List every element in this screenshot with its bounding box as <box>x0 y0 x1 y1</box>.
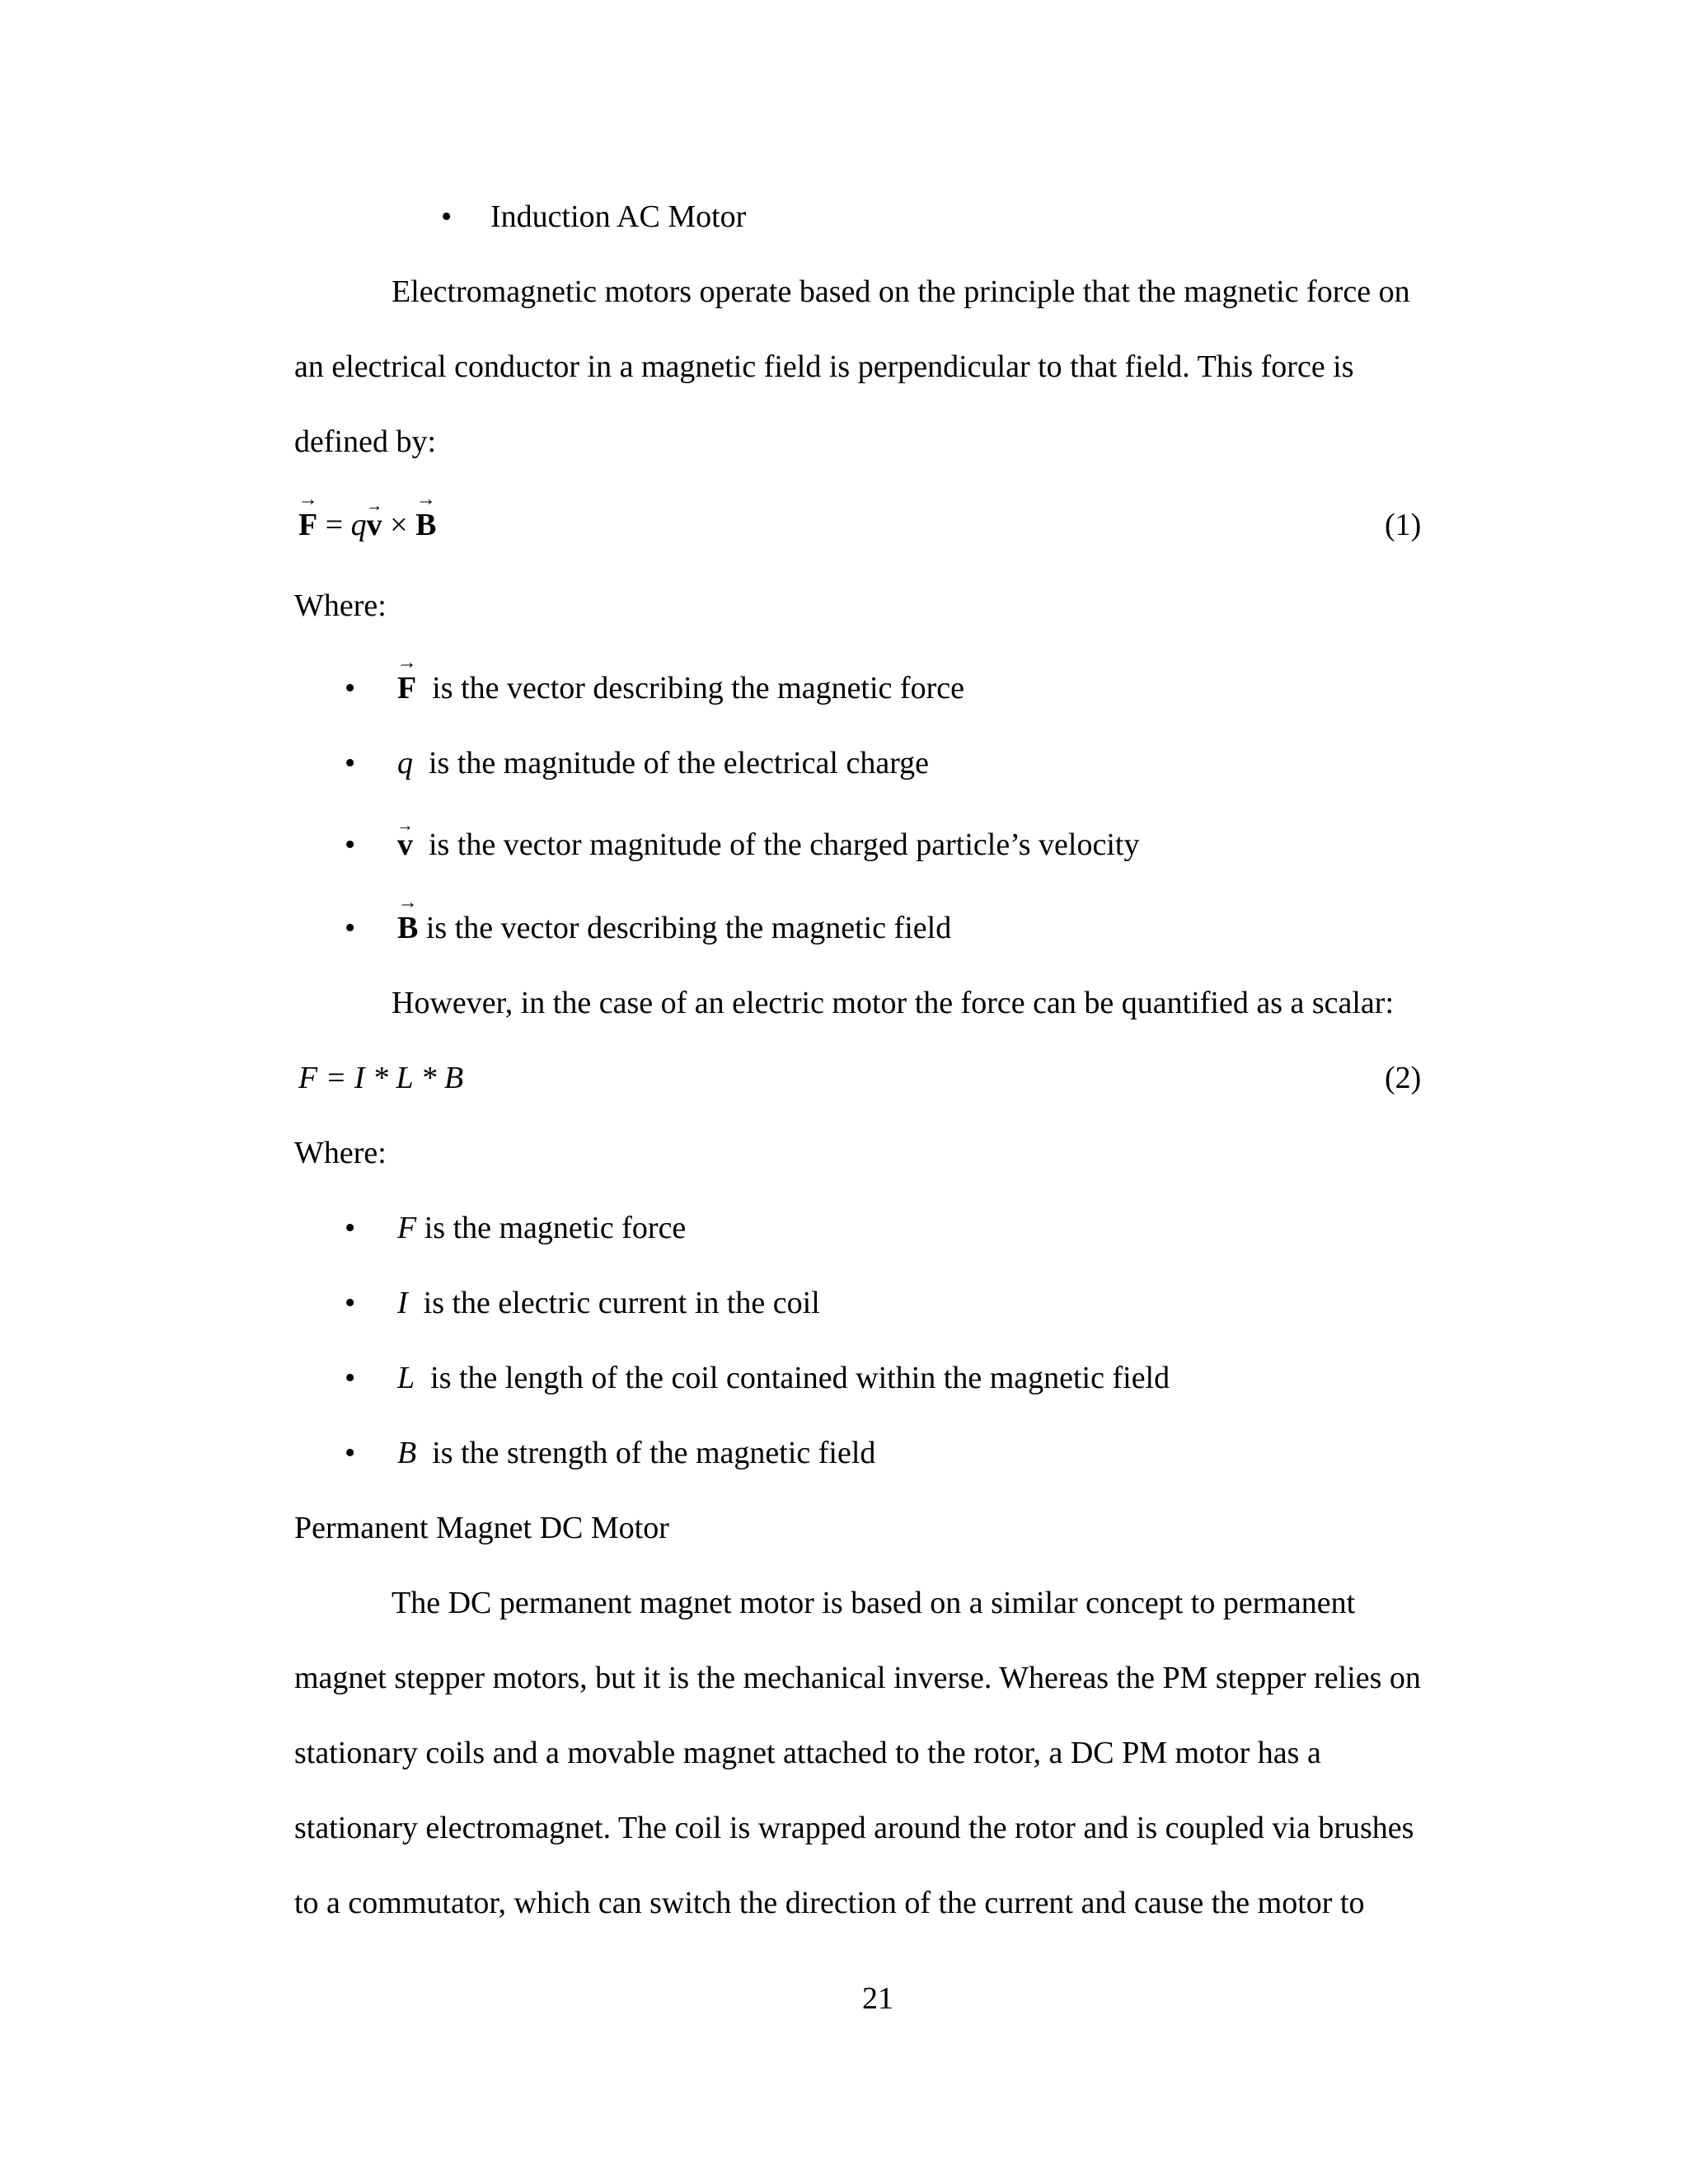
bullet: • <box>345 1436 356 1470</box>
para2: However, in the case of an electric motor the force can be quantified as a scalar: <box>392 986 1394 1020</box>
bullet: • <box>345 1361 356 1395</box>
bullet: • <box>345 827 356 862</box>
def1-v-text: is the vector magnitude of the charged particle’s velocity <box>429 827 1140 862</box>
where-label-1: Where: <box>294 588 387 623</box>
def1-item-B <box>397 912 951 944</box>
bullet: • <box>345 1211 356 1245</box>
def2-L-text: is the length of the coil contained within the magnetic field <box>430 1361 1170 1395</box>
def2-I-symbol: I <box>397 1286 408 1320</box>
def2-item-B <box>397 1437 875 1469</box>
def2-L-symbol: L <box>397 1361 415 1395</box>
def1-item-q <box>397 748 929 779</box>
def2-B-symbol: B <box>397 1436 417 1470</box>
page-number: 21 <box>862 1981 893 2016</box>
eq1-q: q <box>350 508 367 542</box>
para3-line5: to a commutator, which can switch the direction of the current and cause the motor to <box>294 1886 1365 1920</box>
def2-item-L <box>397 1362 1170 1394</box>
bullet: • <box>441 199 452 234</box>
def1-q-text: is the magnitude of the electrical charge <box>429 746 930 780</box>
para3-line1: The DC permanent magnet motor is based on a similar concept to permanent <box>392 1586 1356 1620</box>
eq1-B: → B <box>415 509 436 541</box>
equation-2: F = I * L * B <box>298 1061 464 1095</box>
def2-item-I <box>397 1287 820 1319</box>
def1-v-symbol: → v <box>397 829 413 860</box>
def2-I-text: is the electric current in the coil <box>423 1286 820 1320</box>
def2-item-F <box>397 1212 686 1244</box>
para3-line3: stationary coils and a movable magnet attached to the rotor, a DC PM motor has a <box>294 1736 1321 1770</box>
bullet: • <box>345 671 356 705</box>
equation-2-number: (2) <box>1385 1061 1422 1095</box>
eq1-F: → F <box>298 509 317 541</box>
para3-line4: stationary electromagnet. The coil is wrapped around the rotor and is coupled via brushes <box>294 1811 1414 1845</box>
list-item-induction-ac-motor: Induction AC Motor <box>490 199 747 234</box>
para1-line1: Electromagnetic motors operate based on the principle that the magnetic force on <box>392 274 1410 309</box>
eq1-equals: = <box>317 508 351 542</box>
bullet: • <box>345 1286 356 1320</box>
equation-1-number: (1) <box>1385 508 1422 542</box>
eq1-v: → v <box>367 509 382 541</box>
def1-F-symbol: → F <box>397 673 416 704</box>
def2-B-text: is the strength of the magnetic field <box>432 1436 876 1470</box>
bullet: • <box>345 746 356 780</box>
bullet: • <box>345 911 356 945</box>
para1-line2: an electrical conductor in a magnetic field is perpendicular to that field. This force is <box>294 349 1354 384</box>
eq1-times: × <box>382 508 416 542</box>
def1-q-symbol: q <box>397 746 413 780</box>
def1-B-text: is the vector describing the magnetic field <box>425 911 952 945</box>
where-label-2: Where: <box>294 1136 387 1170</box>
def1-F-text: is the vector describing the magnetic force <box>432 671 964 705</box>
def1-B-symbol: → B <box>397 912 418 944</box>
def2-F-symbol: F <box>397 1211 417 1245</box>
para1-line3: defined by: <box>294 424 437 459</box>
equation-1 <box>298 509 436 541</box>
def1-item-F <box>397 673 964 704</box>
section-heading: Permanent Magnet DC Motor <box>294 1511 669 1545</box>
para3-line2: magnet stepper motors, but it is the mechanical inverse. Whereas the PM stepper relies on <box>294 1661 1421 1695</box>
def1-item-v <box>397 829 1139 860</box>
def2-F-text: is the magnetic force <box>424 1211 687 1245</box>
